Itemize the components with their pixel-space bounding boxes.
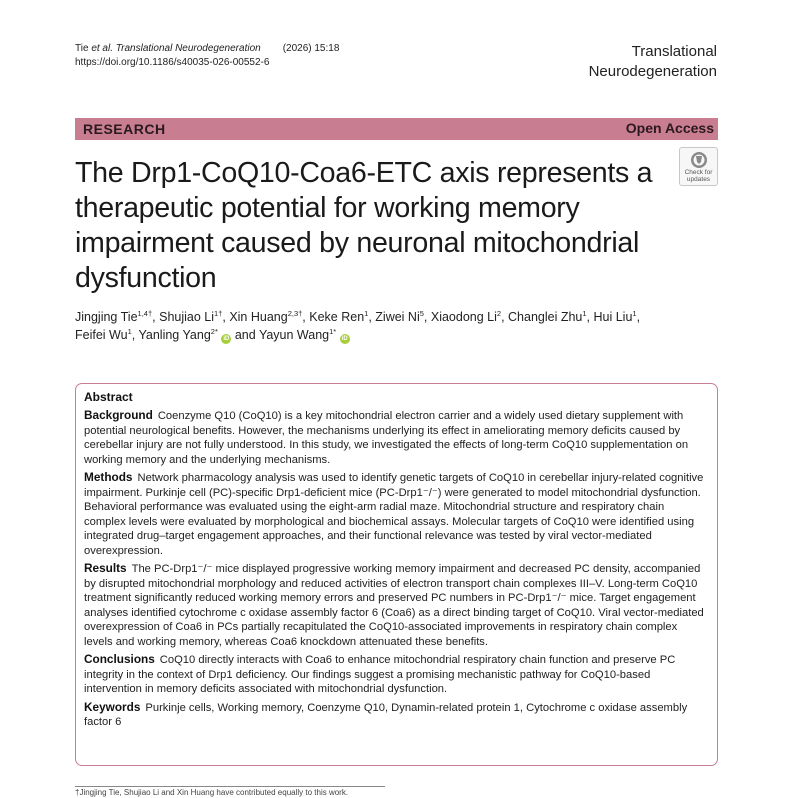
author-affiliation: 1,4†: [137, 308, 153, 318]
footnote: †Jingjing Tie, Shujiao Li and Xin Huang have contributed equally to this work.: [75, 788, 349, 797]
abstract-section-conclusions: [84, 652, 707, 697]
abstract-box: [75, 383, 718, 766]
author: [375, 310, 431, 324]
check-updates-text: [680, 169, 717, 183]
journal-name-line1: Translational: [631, 43, 717, 60]
author-separator: ,: [152, 310, 160, 324]
abstract-section-label: Background: [84, 408, 153, 422]
author-list: [75, 308, 705, 344]
citation-year: (2026) 15:18: [282, 43, 340, 54]
abstract-section-text: The PC-Drp1⁻/⁻ mice displayed progressive working memory impairment and decreased PC density, accompanied by disrupted mitochondrial morphology and reduced activities of electron transport chain complexes III–V. Long-term CoQ10 treatment significantly reduced working memory errors and preserved PC numbers in PC-Drp1⁻/⁻ mice. Target engagement analyses identified cytochrome c oxidase assembly factor 6 (Coa6) as a direct binding target of CoQ10. Viral vector-mediated overexpression of Coa6 in PCs partially recapitulated the CoQ10-associated improvements in respiratory chain complex levels and working memory, whereas Coa6 knockdown attenuated these benefits.: [84, 563, 704, 648]
author: [259, 328, 350, 342]
author-affiliation: 5: [419, 308, 424, 318]
author-affiliation: 1†: [214, 308, 223, 318]
check-updates-line2: updates: [686, 176, 711, 183]
footnote-divider: [75, 786, 385, 787]
author-affiliation: 1: [632, 308, 637, 318]
abstract-section-text: CoQ10 directly interacts with Coa6 to enhance mitochondrial respiratory chain function and preserve PC integrity in the context of Drp1 deficiency. Our findings suggest a promising mechanistic pathway for CoQ10-based intervention in memory deficits associated with mitochondrial dysfunction.: [84, 654, 676, 695]
abstract-section-keywords: [84, 700, 707, 730]
author-separator: ,: [222, 310, 230, 324]
author-name: Xiaodong Li: [430, 310, 497, 324]
abstract-section-text: Coenzyme Q10 (CoQ10) is a key mitochondrial electron carrier and a widely used dietary supplement with potential neurological benefits. However, the mechanisms underlying its effect in ameliorating memory deficits caused by cerebellar injury are not fully understood. In this study, we investigated the effects of long-term CoQ10 supplementation on working memory and the underlying mechanisms.: [84, 410, 689, 466]
author-affiliation: 1: [127, 326, 132, 336]
orcid-icon[interactable]: iD: [223, 336, 230, 342]
abstract-section-label: Methods: [84, 470, 133, 484]
orcid-icon[interactable]: iD: [341, 336, 348, 342]
author: [229, 310, 309, 324]
author-name: Feifei Wu: [75, 328, 128, 342]
author-name: Yayun Wang: [258, 328, 330, 342]
article-type-banner: [75, 118, 718, 140]
abstract-sections: [84, 408, 707, 730]
abstract-section-methods: [84, 470, 707, 558]
author-name: Xin Huang: [229, 310, 288, 324]
author-separator: ,: [131, 328, 139, 342]
citation-etal: et al.: [91, 43, 113, 54]
citation-line: [75, 42, 339, 56]
author-name: Yanling Yang: [138, 328, 211, 342]
author-separator: and: [231, 328, 259, 342]
author-affiliation: 1: [582, 308, 587, 318]
author-affiliation: 2: [496, 308, 502, 318]
author-name: Keke Ren: [309, 310, 365, 324]
author-name: Hui Liu: [593, 310, 633, 324]
author-name: Jingjing Tie: [75, 310, 138, 324]
author: [594, 310, 641, 324]
author-name: Changlei Zhu: [508, 310, 583, 324]
author-affiliation: 1: [364, 308, 369, 318]
citation-journal: Translational Neurodegeneration: [113, 43, 261, 54]
author-affiliation: 1*: [329, 326, 337, 336]
abstract-section-text: Purkinje cells, Working memory, Coenzyme Q10, Dynamin-related protein 1, Cytochrome c oxidase assembly factor 6: [84, 701, 688, 728]
author-separator: ,: [586, 310, 594, 324]
journal-name: [589, 42, 717, 82]
author: [75, 310, 159, 324]
check-for-updates-button[interactable]: [679, 147, 718, 186]
author-separator: ,: [636, 310, 641, 324]
author-name: Ziwei Ni: [375, 310, 420, 324]
author-affiliation: 2,3†: [287, 308, 303, 318]
citation-author: Tie: [75, 43, 92, 54]
author: [431, 310, 508, 324]
author-separator: ,: [302, 310, 310, 324]
author: [309, 310, 375, 324]
check-updates-icon: [690, 151, 708, 169]
citation-block: [75, 42, 339, 70]
author-affiliation: 2*: [210, 326, 218, 336]
doi-link[interactable]: https://doi.org/10.1186/s40035-026-00552-6: [75, 57, 270, 68]
author-separator: ,: [423, 310, 431, 324]
article-title: The Drp1-CoQ10-Coa6-ETC axis represents a therapeutic potential for working memory impairment caused by neuronal mitochondrial dysfunction: [75, 157, 653, 294]
abstract-section-text: Network pharmacology analysis was used to identify genetic targets of CoQ10 in cerebellar injury-related cognitive impairment. Purkinje cell (PC)-specific Drp1-deficient mice (PC-Drp1⁻/⁻) were generated to model mitochondrial dysfunction. Behavioral performance was evaluated using the eight-arm radial maze. Mitochondrial structure and respiratory chain complex levels were evaluated by morphological and biochemical assays. Molecular targets of CoQ10 were identified using integrated drug–target engagement approaches, and their functional relevance was tested by viral vector-mediated overexpression.: [84, 472, 704, 557]
author: [508, 310, 593, 324]
author: [138, 328, 258, 342]
author: [159, 310, 229, 324]
abstract-section-background: [84, 408, 707, 467]
abstract-section-label: Keywords: [84, 699, 141, 714]
author-separator: ,: [368, 310, 376, 324]
abstract-section-label: Results: [84, 561, 127, 575]
author-name: Shujiao Li: [159, 310, 215, 324]
open-access-label: Open Access: [625, 120, 714, 136]
author-separator: ,: [501, 310, 509, 324]
author: [75, 328, 138, 342]
abstract-heading: Abstract: [84, 390, 133, 404]
check-updates-line1: Check for: [684, 169, 713, 176]
article-type-label: RESEARCH: [83, 121, 166, 137]
abstract-section-results: [84, 561, 707, 649]
journal-name-line2: Neurodegeneration: [588, 63, 717, 80]
abstract-section-label: Conclusions: [84, 652, 155, 666]
